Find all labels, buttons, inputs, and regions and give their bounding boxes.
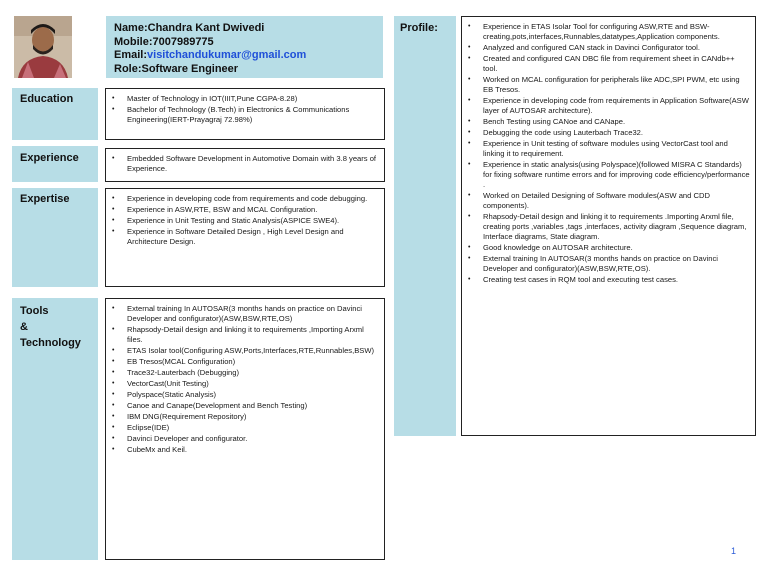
list-item: • IBM DNG(Requirement Repository) xyxy=(106,412,380,422)
tools-heading-line1: Tools xyxy=(20,305,49,317)
candidate-mobile: Mobile:7007989775 xyxy=(114,35,214,48)
email-prefix: Email: xyxy=(114,49,148,61)
candidate-email xyxy=(114,49,383,63)
list-item: • Bachelor of Technology (B.Tech) in Electronics & Communications Engineering(IERT-Prayagraj 72.98%) xyxy=(106,105,380,125)
list-item: • Rhapsody-Detail design and linking it to requirements .Importing Arxml file, creating ports ,variables ,tags ,interfaces, activity diagram ,Sequence diagram, Interface diagrams, State diagram. xyxy=(462,212,751,242)
profile-photo xyxy=(14,16,72,78)
experience-list xyxy=(106,154,380,174)
page-number: 1 xyxy=(731,546,737,556)
experience-heading: Experience xyxy=(20,152,79,164)
list-item: • EB Tresos(MCAL Configuration) xyxy=(106,357,380,367)
list-item: • Bench Testing using CANoe and CANape. xyxy=(462,117,751,127)
list-item: • Master of Technology in IOT(IIIT,Pune CGPA-8.28) xyxy=(106,94,380,104)
list-item: • Experience in ETAS Isolar Tool for configuring ASW,RTE and BSW-creating,pots,interfaces,Runnables,datatypes,Application components. xyxy=(462,22,751,42)
education-label-panel xyxy=(12,88,98,140)
list-item: • ETAS Isolar tool(Configuring ASW,Ports,Interfaces,RTE,Runnables,BSW) xyxy=(106,346,380,356)
list-item: • Created and configured CAN DBC file from requirement sheet in CANdb++ tool. xyxy=(462,54,751,74)
list-item: • Debugging the code using Lauterbach Trace32. xyxy=(462,128,751,138)
list-item: • Rhapsody-Detail design and linking it to requirements ,Importing Arxml files. xyxy=(106,325,380,345)
list-item: • VectorCast(Unit Testing) xyxy=(106,379,380,389)
list-item: • External training In AUTOSAR(3 months hands on practice on Davinci Developer and configurator)(ASW,BSW,RTE,OS) xyxy=(106,304,380,324)
profile-label-panel xyxy=(394,16,456,436)
list-item: • Experience in developing code from requirements in Application Software(ASW layer of AUTOSAR architecture). xyxy=(462,96,751,116)
person-photo-icon xyxy=(14,16,72,78)
expertise-box xyxy=(105,188,385,287)
email-link[interactable]: visitchandukumar@gmail.com xyxy=(147,49,307,61)
education-list xyxy=(106,94,380,125)
expertise-list xyxy=(106,194,380,247)
list-item: • Worked on Detailed Designing of Software modules(ASW and CDD components). xyxy=(462,191,751,211)
list-item: • Good knowledge on AUTOSAR architecture. xyxy=(462,243,751,253)
profile-heading: Profile: xyxy=(400,22,438,34)
list-item: • CubeMx and Keil. xyxy=(106,445,380,455)
list-item: • Davinci Developer and configurator. xyxy=(106,434,380,444)
list-item: • Analyzed and configured CAN stack in Davinci Configurator tool. xyxy=(462,43,751,53)
tools-heading-line3: Technology xyxy=(20,337,81,349)
profile-box xyxy=(461,16,756,436)
list-item: • Eclipse(IDE) xyxy=(106,423,380,433)
list-item: • Experience in developing code from requirements and code debugging. xyxy=(106,194,380,204)
list-item: • Embedded Software Development in Automotive Domain with 3.8 years of Experience. xyxy=(106,154,380,174)
list-item: • Canoe and Canape(Development and Bench Testing) xyxy=(106,401,380,411)
tools-box xyxy=(105,298,385,560)
list-item: • Experience in ASW,RTE, BSW and MCAL Configuration. xyxy=(106,205,380,215)
list-item: • Polyspace(Static Analysis) xyxy=(106,390,380,400)
profile-list xyxy=(462,22,751,285)
list-item: • Worked on MCAL configuration for peripherals like ADC,SPI PWM, etc using EB Tresos. xyxy=(462,75,751,95)
education-heading: Education xyxy=(20,93,74,105)
tools-label-panel xyxy=(12,298,98,560)
list-item: • Experience in Unit Testing and Static Analysis(ASPICE SWE4). xyxy=(106,216,380,226)
tools-list xyxy=(106,304,380,455)
expertise-heading: Expertise xyxy=(20,193,70,205)
header-info-panel xyxy=(106,16,383,78)
list-item: • Experience in Software Detailed Design , High Level Design and Architecture Design. xyxy=(106,227,380,247)
education-box xyxy=(105,88,385,140)
list-item: • Creating test cases in RQM tool and executing test cases. xyxy=(462,275,751,285)
experience-box xyxy=(105,148,385,182)
list-item: • External training In AUTOSAR(3 months hands on practice on Davinci Developer and configurator)(ASW,BSW,RTE,OS). xyxy=(462,254,751,274)
candidate-role: Role:Software Engineer xyxy=(114,62,239,75)
candidate-name: Name:Chandra Kant Dwivedi xyxy=(114,22,265,34)
experience-label-panel xyxy=(12,146,98,182)
expertise-label-panel xyxy=(12,188,98,287)
list-item: • Experience in Unit testing of software modules using VectorCast tool and linking it to requirement. xyxy=(462,139,751,159)
list-item: • Trace32-Lauterbach (Debugging) xyxy=(106,368,380,378)
tools-heading-line2: & xyxy=(20,321,28,333)
list-item: • Experience in static analysis(using Polyspace)(followed MISRA C Standards) for fixing software runtime errors and for improving code efficiency/performance . xyxy=(462,160,751,190)
